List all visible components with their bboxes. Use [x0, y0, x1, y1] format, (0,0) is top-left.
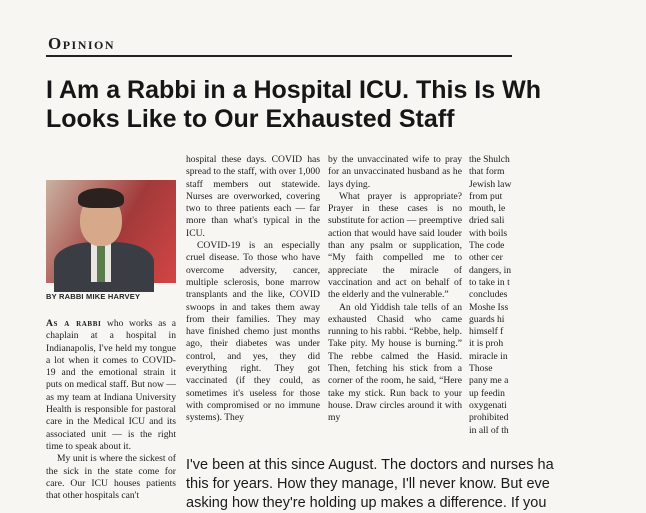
- pull-quote-line: I've been at this since August. The doctors and nurses ha: [186, 457, 554, 473]
- article-column-2: [186, 154, 320, 444]
- lead-in: As a rabbi: [46, 318, 102, 329]
- column-line: with boils: [469, 227, 508, 239]
- pull-quote-line: asking how they're holding up makes a difference. If you: [186, 495, 547, 511]
- column-line: miracle in: [469, 350, 508, 362]
- column-line: Jewish law: [469, 178, 512, 190]
- column-line: in all of th: [469, 424, 509, 436]
- column-line: Those: [469, 363, 493, 375]
- column-line: oxygenati: [469, 399, 507, 411]
- paragraph: What prayer is appropriate? Prayer in these cases is no substitute for action — preemptive action that would have said louder than any psalm or supplication, “My faith compelled me to appreciate the miracle of vaccination and act on behalf of the elderly and the vulnerable.”: [328, 190, 462, 301]
- byline: BY RABBI MIKE HARVEY: [46, 292, 141, 301]
- article-column-4: [469, 154, 529, 444]
- column-line: from put: [469, 190, 503, 202]
- column-line: concludes: [469, 289, 508, 301]
- section-label: Opinion: [48, 34, 116, 53]
- column-line: to take in t: [469, 276, 510, 288]
- pull-quote: [186, 456, 554, 513]
- column-line: The code: [469, 240, 505, 252]
- article-column-1: [46, 318, 176, 512]
- paragraph: who works as a chaplain at a hospital in Indianapolis, I've held my tongue a lot when it comes to COVID-19 and the emotional strain it puts on medical staff. But now — as my team at Indiana University Health is responsible for pastoral care in the Medical ICU and its associated unit — is the right time to speak about it.: [46, 318, 176, 452]
- column-line: it is proh: [469, 338, 504, 350]
- column-line: mouth, le: [469, 203, 506, 215]
- paragraph: My unit is where the sickest of the sick in the state come for care. Our ICU houses patients that other hospitals can't: [46, 453, 176, 502]
- column-line: dried sali: [469, 215, 505, 227]
- paragraph: by the unvaccinated wife to pray for an unvaccinated husband as he lays dying.: [328, 154, 462, 190]
- column-line: the Shulch: [469, 154, 510, 165]
- column-line: guards hi: [469, 313, 505, 325]
- author-photo: [46, 180, 176, 283]
- paragraph: hospital these days. COVID has spread to the staff, with over 1,000 staff members out statewide. Nurses are overworked, covering two to three patients each — far more than what's typical in the ICU.: [186, 154, 320, 239]
- photo-hair: [78, 188, 124, 208]
- photo-tie: [97, 246, 105, 282]
- headline-line-2: Looks Like to Our Exhausted Staff: [46, 105, 455, 133]
- column-line: himself f: [469, 326, 504, 338]
- column-line: Moshe Iss: [469, 301, 509, 313]
- paragraph: COVID-19 is an especially cruel disease. To those who have overcome adversity, cancer, multiple sclerosis, bone marrow transplants and the like, COVID swoops in and takes them away from their families. They may have finished chemo just months ago, their diabetes was under control, and yes, they did everything right. They got vaccinated (if they could, as sometimes it's useless for those with compromised or no immune systems). They: [186, 240, 320, 424]
- column-line: prohibited: [469, 412, 509, 424]
- column-line: pany me a: [469, 375, 509, 387]
- headline[interactable]: [46, 76, 646, 134]
- column-line: that form: [469, 166, 505, 178]
- section-rule: [46, 55, 512, 57]
- headline-line-1: I Am a Rabbi in a Hospital ICU. This Is Wh: [46, 76, 541, 104]
- column-line: other cer: [469, 252, 503, 264]
- column-line: dangers, in: [469, 264, 512, 276]
- column-line: up feedin: [469, 387, 505, 399]
- paragraph: An old Yiddish tale tells of an exhausted Chasid who came running to his rabbi. “Rebbe, help. Take pity. My house is burning.” The rebbe calmed the Hasid. Then, fetching his stick from a corner of the room, he said, “Here take my stick. Run back to your house. Draw circles around it with my: [328, 301, 462, 424]
- article-column-3: [328, 154, 462, 444]
- pull-quote-line: this for years. How they manage, I'll never know. But eve: [186, 476, 550, 492]
